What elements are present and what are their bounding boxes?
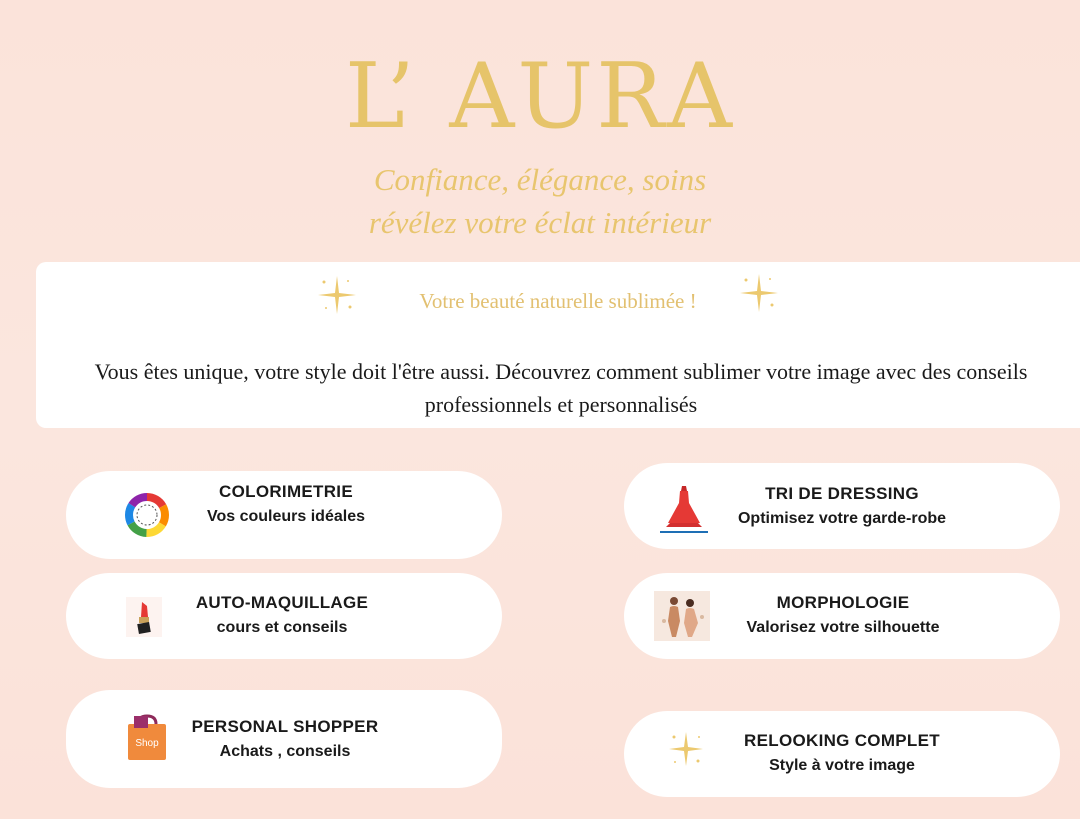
service-card-personal-shopper[interactable]	[66, 690, 502, 788]
bag-label: Shop	[135, 738, 159, 749]
service-subtitle: Optimisez votre garde-robe	[737, 510, 947, 527]
service-subtitle: Vos couleurs idéales	[207, 508, 365, 525]
brand-title: L’ AURA	[344, 44, 735, 149]
hero-subtitle: Votre beauté naturelle sublimée !	[419, 289, 697, 313]
dress-icon	[658, 483, 710, 535]
silhouette-icon	[654, 591, 710, 641]
service-card-tri-dressing[interactable]	[624, 463, 1060, 549]
hero-banner	[36, 262, 1080, 428]
color-wheel-icon	[124, 492, 170, 538]
service-title: COLORIMETRIE	[219, 482, 353, 501]
sparkle-icon-right	[736, 270, 782, 316]
service-card-relooking[interactable]	[624, 711, 1060, 797]
service-card-morphologie[interactable]	[624, 573, 1060, 659]
service-subtitle: Achats , conseils	[219, 743, 351, 760]
lipstick-icon	[126, 597, 162, 637]
service-title: PERSONAL SHOPPER	[191, 717, 379, 736]
service-card-colorimetrie[interactable]	[66, 471, 502, 559]
service-title: TRI DE DRESSING	[765, 484, 919, 503]
service-title: MORPHOLOGIE	[776, 593, 910, 612]
service-title: RELOOKING COMPLET	[744, 731, 940, 750]
service-subtitle: cours et conseils	[216, 619, 348, 636]
sparkle-icon	[666, 729, 706, 769]
hero-description: Vous êtes unique, votre style doit l'être aussi. Découvrez comment sublimer votre image avec des conseils professionnels et personnalisés	[94, 359, 1028, 417]
tagline-line-2: révélez votre éclat intérieur	[368, 205, 712, 240]
shopping-bag-icon	[124, 714, 170, 762]
service-card-auto-maquillage[interactable]	[66, 573, 502, 659]
service-title: AUTO-MAQUILLAGE	[195, 593, 369, 612]
service-subtitle: Style à votre image	[769, 757, 915, 774]
service-subtitle: Valorisez votre silhouette	[746, 619, 940, 636]
tagline-line-1: Confiance, élégance, soins	[373, 162, 707, 197]
